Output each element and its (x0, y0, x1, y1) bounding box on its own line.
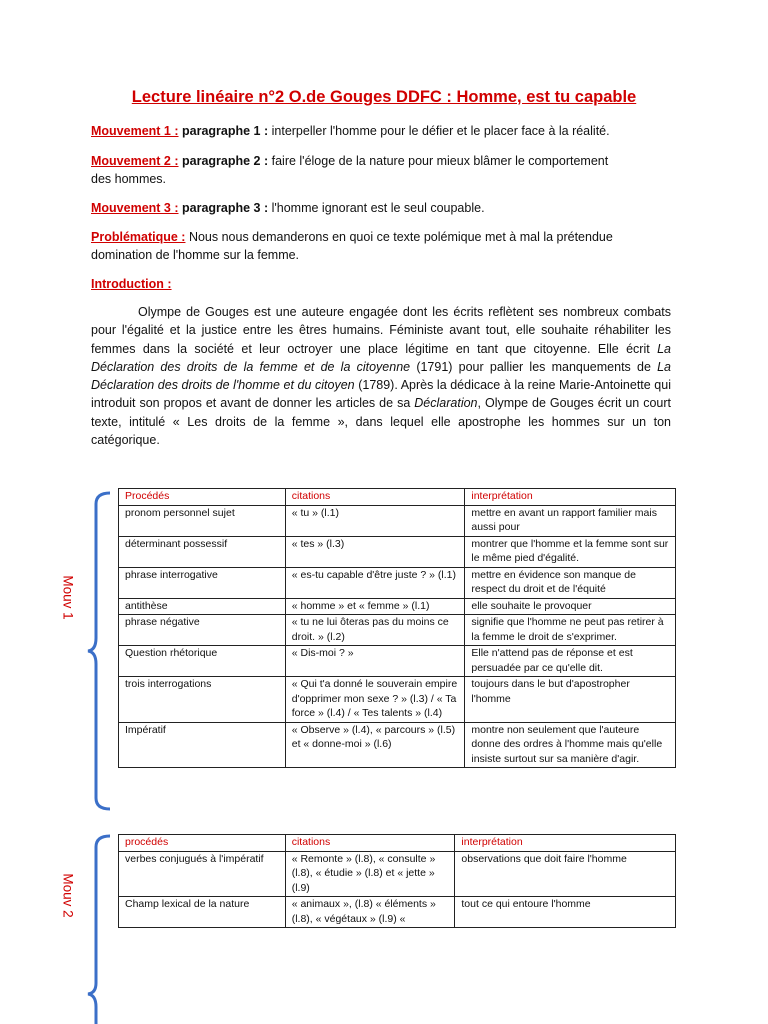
introduction-paragraph (91, 303, 671, 449)
intro-title-declaration: Déclaration (414, 396, 478, 411)
cell-procede: antithèse (119, 598, 286, 615)
intro-text-3: (1789). Après la dédicace à la reine Marie-Antoinette qui introduit son propos et avant de donner les articles de sa (91, 378, 671, 411)
problematique-cont: domination de l'homme sur la femme. (91, 248, 300, 262)
mouv-1-label: Mouv 1 (60, 575, 76, 620)
mouvement-1-para: paragraphe 1 : (182, 124, 269, 138)
mouvement-3-label: Mouvement 3 : (91, 201, 179, 215)
cell-interpretation: observations que doit faire l'homme (455, 851, 676, 897)
mouvement-2-cont: des hommes. (91, 172, 167, 186)
table-row (119, 897, 676, 928)
cell-citation: « tes » (l.3) (285, 536, 465, 567)
mouvement-3-line (91, 199, 671, 217)
cell-citation: « animaux », (l.8) « éléments » (l.8), « végétaux » (l.9) « (285, 897, 455, 928)
cell-procede: Impératif (119, 722, 286, 768)
table-row (119, 677, 676, 723)
cell-procede: déterminant possessif (119, 536, 286, 567)
table-row (119, 646, 676, 677)
cell-citation: « Dis-moi ? » (285, 646, 465, 677)
header-interpretation: interprétation (455, 835, 676, 852)
table-row (119, 598, 676, 615)
cell-interpretation: elle souhaite le provoquer (465, 598, 676, 615)
cell-interpretation: signifie que l'homme ne peut pas retirer à la femme le droit de s'exprimer. (465, 615, 676, 646)
table-row (119, 615, 676, 646)
cell-citation: « homme » et « femme » (l.1) (285, 598, 465, 615)
problematique-label: Problématique : (91, 230, 186, 244)
cell-interpretation: mettre en avant un rapport familier mais aussi pour (465, 505, 676, 536)
mouvement-2-para: paragraphe 2 : (182, 154, 269, 168)
cell-citation: « es-tu capable d'être juste ? » (l.1) (285, 567, 465, 598)
cell-procede: phrase négative (119, 615, 286, 646)
problematique-text: Nous nous demanderons en quoi ce texte polémique met à mal la prétendue (185, 230, 613, 244)
header-citations: citations (285, 835, 455, 852)
cell-interpretation: toujours dans le but d'apostropher l'homme (465, 677, 676, 723)
mouvement-1-text: interpeller l'homme pour le défier et le placer face à la réalité. (268, 124, 610, 138)
page-title: Lecture linéaire n°2 O.de Gouges DDFC : Homme, est tu capable (131, 88, 637, 106)
cell-interpretation: Elle n'attend pas de réponse et est persuadée par ce qu'elle dit. (465, 646, 676, 677)
table-row (119, 505, 676, 536)
table-header-row (119, 835, 676, 852)
table-mouv-2 (118, 834, 676, 928)
cell-procede: trois interrogations (119, 677, 286, 723)
mouvement-2-text: faire l'éloge de la nature pour mieux blâmer le comportement (268, 154, 609, 168)
mouvement-2-line (91, 152, 671, 170)
cell-procede: Question rhétorique (119, 646, 286, 677)
mouvement-3-text: l'homme ignorant est le seul coupable. (268, 201, 485, 215)
cell-procede: pronom personnel sujet (119, 505, 286, 536)
intro-text-1: Olympe de Gouges est une auteure engagée dont les écrits reflètent ses nombreux combats pour l'égalité et la justice entre les êtres humains. Féministe avant tout, elle souhaite réhabiliter les femmes dans la société et leur octroyer une place légitime en tant que citoyenne. Elle écrit (91, 305, 671, 356)
cell-interpretation: montre non seulement que l'auteure donne des ordres à l'homme mais qu'elle insiste surtout sur sa manière d'agir. (465, 722, 676, 768)
intro-title-ddhc: La Déclaration des droits de l'homme et du citoyen (91, 359, 672, 393)
cell-interpretation: tout ce qui entoure l'homme (455, 897, 676, 928)
mouvement-1-line (91, 122, 671, 140)
intro-title-ddfc: La Déclaration des droits de la femme et de la citoyenne (91, 341, 671, 374)
cell-interpretation: montrer que l'homme et la femme sont sur le même pied d'égalité. (465, 536, 676, 567)
cell-citation: « tu » (l.1) (285, 505, 465, 536)
header-procedes: Procédés (119, 489, 286, 506)
intro-text-2: (1791) pour pallier les manquements de (410, 359, 658, 374)
cell-procede: phrase interrogative (119, 567, 286, 598)
cell-citation: « Remonte » (l.8), « consulte » (l.8), « étudie » (l.8) et « jette » (l.9) (285, 851, 455, 897)
mouvement-1-label: Mouvement 1 : (91, 124, 179, 138)
header-citations: citations (285, 489, 465, 506)
mouv-2-brace (86, 833, 116, 1024)
mouvement-3-para: paragraphe 3 : (182, 201, 269, 215)
intro-text-4: , Olympe de Gouges écrit un court texte, intitulé « Les droits de la femme », dans lequel elle apostrophe les hommes sur un ton catégorique. (91, 396, 672, 448)
introduction-label: Introduction : (91, 277, 172, 291)
table-row (119, 536, 676, 567)
table-row (119, 567, 676, 598)
cell-interpretation: mettre en évidence son manque de respect du droit et de l'équité (465, 567, 676, 598)
mouvement-2-label: Mouvement 2 : (91, 154, 179, 168)
cell-procede: verbes conjugués à l'impératif (119, 851, 286, 897)
header-procedes: procédés (119, 835, 286, 852)
mouv-1-brace (86, 490, 116, 812)
problematique-line (91, 228, 671, 246)
header-interpretation: interprétation (465, 489, 676, 506)
table-mouv-1 (118, 488, 676, 768)
table-row (119, 851, 676, 897)
mouv-2-label: Mouv 2 (60, 873, 76, 918)
table-header-row (119, 489, 676, 506)
table-row (119, 722, 676, 768)
cell-citation: « tu ne lui ôteras pas du moins ce droit. » (l.2) (285, 615, 465, 646)
cell-citation: « Observe » (l.4), « parcours » (l.5) et « donne-moi » (l.6) (285, 722, 465, 768)
introduction-heading (91, 275, 671, 293)
cell-procede: Champ lexical de la nature (119, 897, 286, 928)
cell-citation: « Qui t'a donné le souverain empire d'opprimer mon sexe ? » (l.3) / « Ta force » (l.4) / « Tes talents » (l.4) (285, 677, 465, 723)
